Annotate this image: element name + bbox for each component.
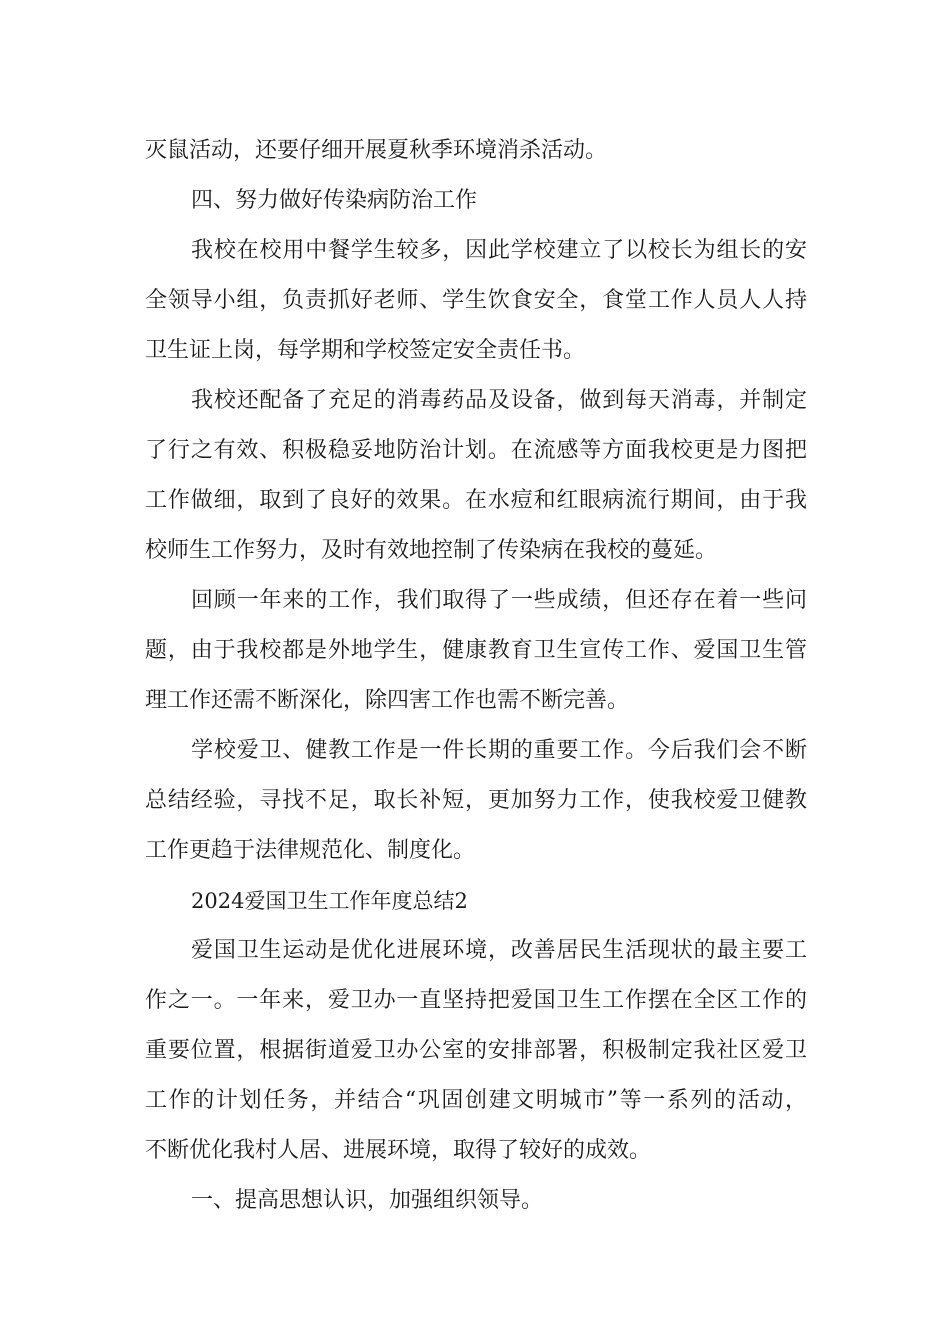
body-line-21: 不断优化我村人居、进展环境，取得了较好的成效。 <box>145 1138 652 1163</box>
body-line-11: 题，由于我校都是外地学生，健康教育卫生宣传工作、爱国卫生管 <box>145 638 807 663</box>
body-line-10: 回顾一年来的工作，我们取得了一些成绩，但还存在着一些问 <box>191 588 807 613</box>
body-line-13: 学校爱卫、健教工作是一件长期的重要工作。今后我们会不断 <box>191 738 807 763</box>
body-line-8: 工作做细，取到了良好的效果。在水痘和红眼病流行期间，由于我 <box>145 488 807 513</box>
body-line-12: 理工作还需不断深化，除四害工作也需不断完善。 <box>145 688 630 713</box>
document-page <box>145 126 807 1226</box>
body-line-18: 作之一。一年来，爱卫办一直坚持把爱国卫生工作摆在全区工作的 <box>145 988 807 1013</box>
body-line-19: 重要位置，根据街道爱卫办公室的安排部署，积极制定我社区爱卫 <box>145 1038 807 1063</box>
body-line-7: 了行之有效、积极稳妥地防治计划。在流感等方面我校更是力图把 <box>145 438 807 463</box>
body-line-17: 爱国卫生运动是优化进展环境，改善居民生活现状的最主要工 <box>191 938 807 963</box>
section-heading-1: 一、提高思想认识，加强组织领导。 <box>191 1188 544 1213</box>
body-line-1: 灭鼠活动，还要仔细开展夏秋季环境消杀活动。 <box>145 138 608 163</box>
section-heading-4: 四、努力做好传染病防治工作 <box>191 188 478 213</box>
body-line-6: 我校还配备了充足的消毒药品及设备，做到每天消毒，并制定 <box>191 388 807 413</box>
body-line-9: 校师生工作努力，及时有效地控制了传染病在我校的蔓延。 <box>145 538 718 563</box>
body-line-5: 卫生证上岗，每学期和学校签定安全责任书。 <box>145 338 586 363</box>
body-line-3: 我校在校用中餐学生较多，因此学校建立了以校长为组长的安 <box>191 238 807 263</box>
body-line-15: 工作更趋于法律规范化、制度化。 <box>145 838 476 863</box>
body-line-4: 全领导小组，负责抓好老师、学生饮食安全，食堂工作人员人人持 <box>145 288 807 313</box>
body-line-14: 总结经验，寻找不足，取长补短，更加努力工作，使我校爱卫健教 <box>145 788 807 813</box>
body-line-20: 工作的计划任务，并结合“巩固创建文明城市”等一系列的活动， <box>145 1088 807 1113</box>
section-title: 2024爱国卫生工作年度总结2 <box>191 889 468 913</box>
